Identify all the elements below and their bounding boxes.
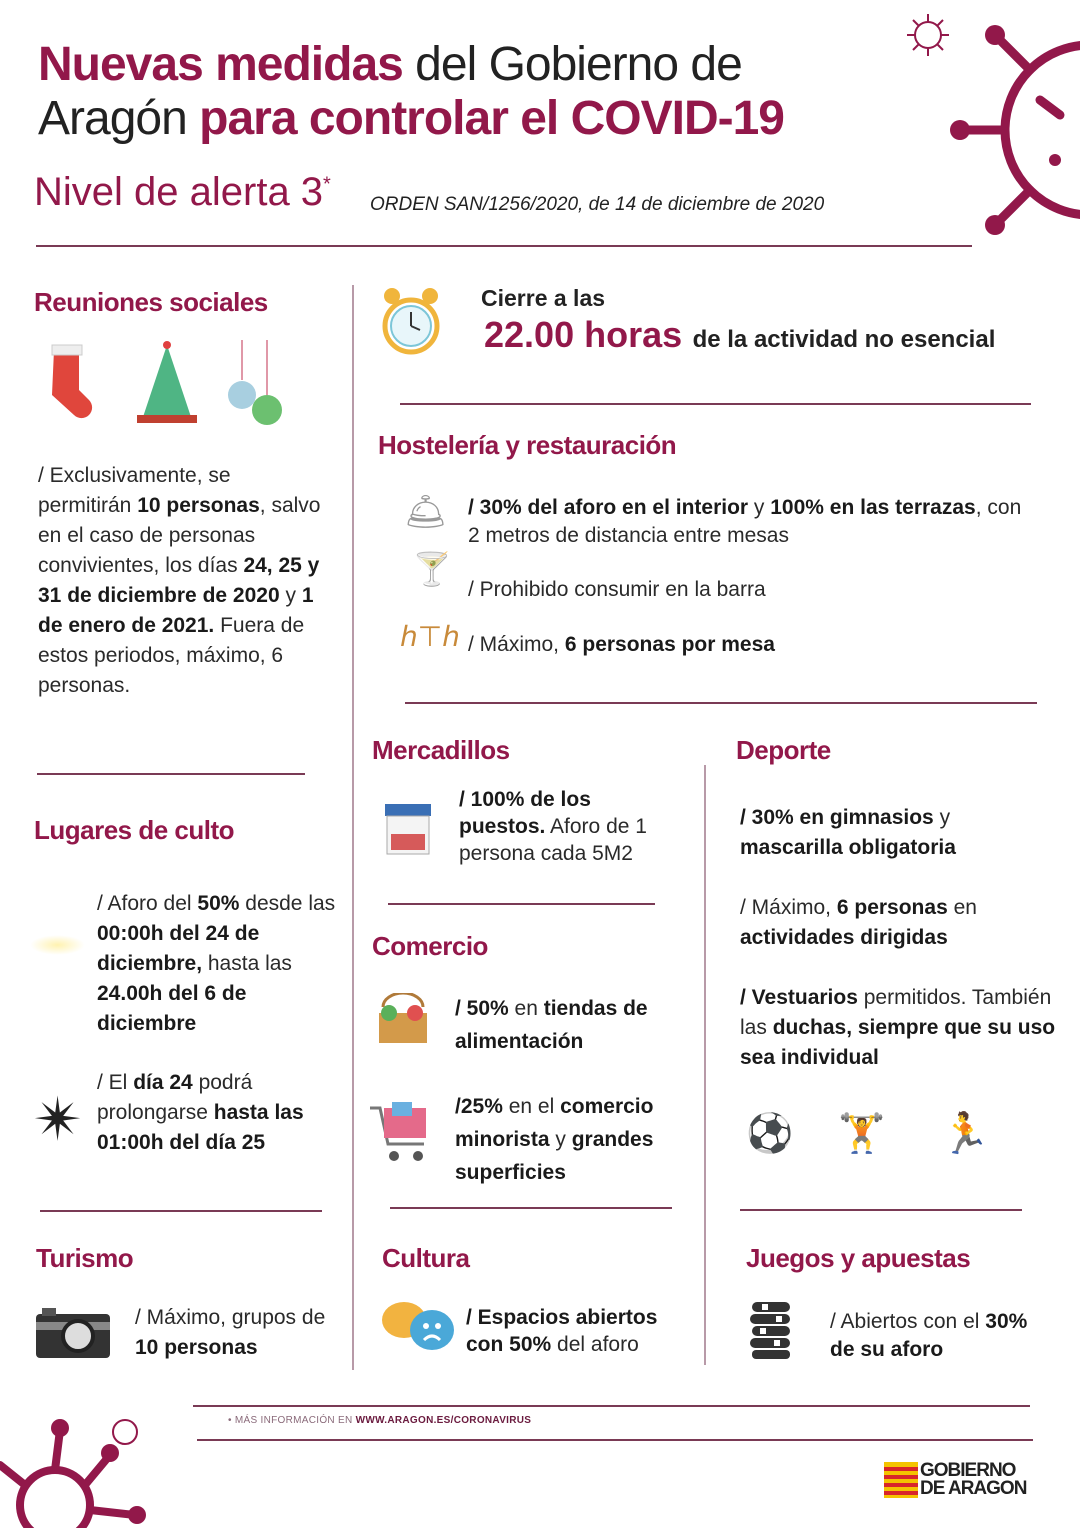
bold-text: actividades dirigidas [740,926,948,949]
weightlifting-icon: 🏋 [838,1113,886,1155]
section-title-turismo: Turismo [36,1243,134,1273]
divider [197,1439,1033,1441]
text: / Abiertos con el [830,1310,986,1333]
bold-text: /25% [455,1095,503,1118]
cierre-rest: de la actividad no esencial [692,326,996,353]
deporte-item-3 [740,983,1060,1073]
divider [37,773,305,775]
bold-text: duchas, siempre que su uso sea individual [740,1016,1056,1069]
bold-text: 100% en las terrazas [770,496,976,519]
bold-text: 6 personas [836,896,948,919]
section-title-reuniones: Reuniones sociales [34,287,268,317]
divider [388,903,655,905]
cierre-hour [484,314,995,356]
bold-text: / 50% [455,997,509,1020]
christmas-tree-icon [137,341,197,423]
mercadillos-text [459,786,679,867]
bold-text: mascarilla obligatoria [740,836,956,859]
bold-text: / 100% de los puestos. [459,788,591,838]
hosteleria-item-3 [468,630,775,660]
table-chairs-icon: ℎ⊤ℎ [400,620,460,653]
text: y [279,584,302,607]
virus-illustration-bottom [0,1410,150,1528]
christmas-stocking-icon [52,345,92,418]
cocktail-icon: 🍸 [412,551,452,587]
text: y [933,806,951,829]
text: en [508,997,544,1020]
bold-text: / 30% del aforo en el interior [468,496,749,519]
text: / Máximo, [740,896,837,919]
logo-line-1: GOBIERNO [920,1460,1016,1481]
bold-text: Nuevas medidas [38,38,403,91]
runner-icon: 🏃 [940,1112,990,1156]
more-info: • MÁS INFORMACIÓN EN WWW.ARAGON.ES/CORONAVIRUS [228,1415,532,1426]
text: y [748,496,771,519]
bold-text: 30% de su aforo [830,1310,1028,1361]
page-title [38,38,784,146]
section-title-comercio: Comercio [372,931,488,961]
hosteleria-item-2 [468,575,766,605]
camera-icon [36,1308,110,1358]
turismo-text [135,1303,335,1363]
bold-text: tiendas de alimentación [455,997,648,1053]
alarm-clock-icon [380,284,442,358]
text: Fuera de estos periodos, máximo, 6 personas. [38,614,305,697]
text: en [947,896,977,919]
text: en el [502,1095,561,1118]
text: Aforo de 1 persona cada 5M2 [459,815,647,865]
text: podrá prolongarse [97,1071,253,1124]
bold-text: comercio minorista [455,1095,654,1151]
culto-item-2 [97,1068,347,1158]
section-title-hosteleria: Hostelería y restauración [378,430,677,460]
market-stall-icon [383,804,433,856]
candle-light-icon [30,935,85,955]
text: / Máximo, grupos de [135,1306,326,1329]
reuniones-text [38,461,328,701]
culto-item-1 [97,889,347,1039]
text: permitidos. También las [740,986,1052,1039]
alert-level [34,170,331,215]
section-title-culto: Lugares de culto [34,815,235,845]
section-title-cultura: Cultura [382,1243,470,1273]
title-line-1 [38,38,784,92]
grocery-basket-icon [375,993,431,1045]
cloche-icon: 🛎 [404,493,448,531]
text: / Exclusivamente, se permitirán [38,464,231,517]
text: , con 2 metros de distancia entre mesas [468,496,1022,547]
divider [740,1209,1022,1211]
text: y [549,1128,572,1151]
bold-text: 50% [197,892,240,915]
bold-text: 1 de enero de 2021. [38,584,314,637]
bold-text: día 24 [133,1071,193,1094]
virus-illustration [940,0,1080,260]
hosteleria-item-1 [468,494,1038,550]
text: / Aforo del [97,892,198,915]
divider [390,1207,672,1209]
christmas-icons [42,340,292,430]
text: , salvo en el caso de personas convivientes, los días [38,494,321,577]
bold-text: grandes superficies [455,1128,654,1184]
alert-asterisk: * [323,173,331,196]
cierre-label: Cierre a las [481,285,606,311]
bold-text: / 30% en gimnasios [740,806,934,829]
deporte-item-2 [740,893,1050,953]
divider [193,1405,1030,1407]
bold-text: 10 personas [135,1336,258,1359]
bold-text: / Vestuarios [740,986,858,1009]
cultura-text [466,1304,696,1358]
text: / Máximo, [468,633,565,656]
juegos-text [830,1308,1030,1364]
poker-chips-icon [748,1300,794,1360]
bold-text: / Espacios abiertos con 50% [466,1306,658,1356]
gobierno-aragon-logo [884,1462,1026,1498]
text: del aforo [551,1333,639,1356]
bold-text: hasta las 01:00h del día 25 [97,1101,304,1154]
text: Aragón [38,92,200,145]
bold-text: 6 personas por mesa [564,633,775,656]
divider [405,702,1037,704]
more-info-label: MÁS INFORMACIÓN EN [234,1415,356,1426]
logo-line-2: DE ARAGON [920,1478,1027,1499]
order-reference: ORDEN SAN/1256/2020, de 14 de diciembre de 2020 [370,194,825,215]
divider [40,1210,322,1212]
column-divider [704,765,706,1365]
text: desde las [239,892,336,915]
aragon-flag-icon [884,1462,918,1498]
deporte-item-1 [740,803,1050,863]
theatre-masks-icon [380,1300,458,1352]
more-info-link[interactable]: WWW.ARAGON.ES/CORONAVIRUS [355,1415,532,1426]
section-title-deporte: Deporte [736,735,831,765]
christmas-ornaments-icon [228,340,282,425]
shopping-cart-icon [368,1100,432,1166]
text: hasta las [202,952,292,975]
title-line-2 [38,92,784,146]
bold-text: 00:00h del 24 de diciembre, [97,922,260,975]
bold-text: para controlar el COVID-19 [199,92,784,145]
comercio-item-2 [455,1090,705,1189]
text: / Prohibido consumir en la barra [468,578,766,601]
soccer-ball-icon: ⚽ [746,1113,794,1155]
divider [400,403,1031,405]
section-title-juegos: Juegos y apuestas [746,1243,971,1273]
star-icon: ✴ [33,1086,84,1153]
bold-text: 24, 25 y 31 de diciembre de 2020 [38,554,320,607]
text: del Gobierno de [402,38,742,91]
bold-text: 10 personas [137,494,260,517]
divider [36,245,972,247]
comercio-item-1 [455,992,695,1058]
bold-text: 24.00h del 6 de diciembre [97,982,247,1035]
column-divider [352,285,354,1370]
text: / El [97,1071,134,1094]
small-virus-icon [905,12,951,58]
cierre-hour-value: 22.00 horas [484,314,683,355]
section-title-mercadillos: Mercadillos [372,735,510,765]
alert-level-text: Nivel de alerta 3 [34,170,324,214]
